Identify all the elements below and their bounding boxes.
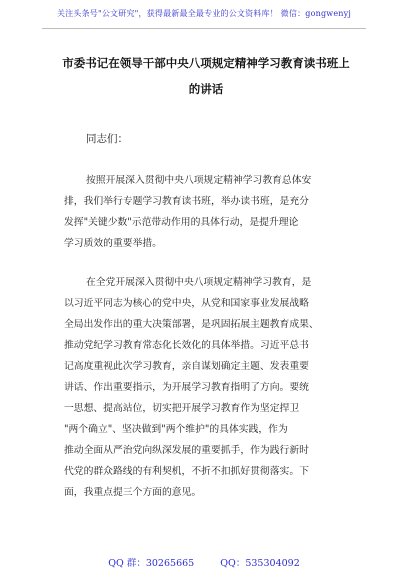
page-footer	[0, 555, 408, 569]
paragraph-line: 讲话、作出重要指示，为开展学习教育指明了方向。要统	[64, 382, 309, 393]
footer-qq-group: QQ 群：30265665	[108, 558, 195, 569]
salutation: 同志们：	[86, 133, 128, 145]
paragraph-line: 代党的群众路线的有利契机，不折不扣抓好贯彻落实。下	[64, 466, 309, 477]
paragraph-line: 推动党纪学习教育常态化长效化的具体举措。习近平总书	[64, 340, 309, 351]
paragraph-line: 在全党开展深入贯彻中央八项规定精神学习教育，是	[86, 277, 312, 288]
document-title	[56, 50, 356, 102]
paragraph-line: 学习质效的重要举措。	[64, 238, 162, 249]
paragraph-line: 推动全面从严治党向纵深发展的重要抓手，作为践行新时	[64, 445, 309, 456]
header-divider	[42, 28, 366, 29]
title-line: 市委书记在领导干部中央八项规定精神学习教育读书班上	[62, 56, 350, 70]
paragraph-line: 全局出发作出的重大决策部署，是巩固拓展主题教育成果、	[64, 319, 319, 330]
paragraph-line: 面，我重点提三个方面的意见。	[64, 487, 202, 498]
paragraph-line: 发挥"关键少数"示范带动作用的具体行动，是提升理论	[64, 217, 299, 228]
footer-qq: QQ：535304092	[220, 558, 300, 569]
paragraph-line: "两个确立"、坚决做到"两个维护"的具体实践，作为	[64, 424, 288, 435]
paragraph-line: 一思想、提高站位，切实把开展学习教育作为坚定捍卫	[64, 403, 300, 414]
paragraph-line: 记高度重视此次学习教育，亲自谋划确定主题、发表重要	[64, 361, 309, 372]
paragraph-line: 排，我们举行专题学习教育读书班，举办读书班，是充分	[64, 196, 309, 207]
paragraph	[64, 170, 350, 254]
paragraph	[64, 272, 350, 503]
paragraph-line: 以习近平同志为核心的党中央，从党和国家事业发展战略	[64, 298, 309, 309]
paragraph-line: 按照开展深入贯彻中央八项规定精神学习教育总体安	[86, 175, 312, 186]
title-line: 的讲话	[188, 82, 224, 96]
header-banner: 关注头条号"公文研究"，获得最新最全最专业的公文资料库！ 微信：gongwenyj	[56, 9, 352, 18]
